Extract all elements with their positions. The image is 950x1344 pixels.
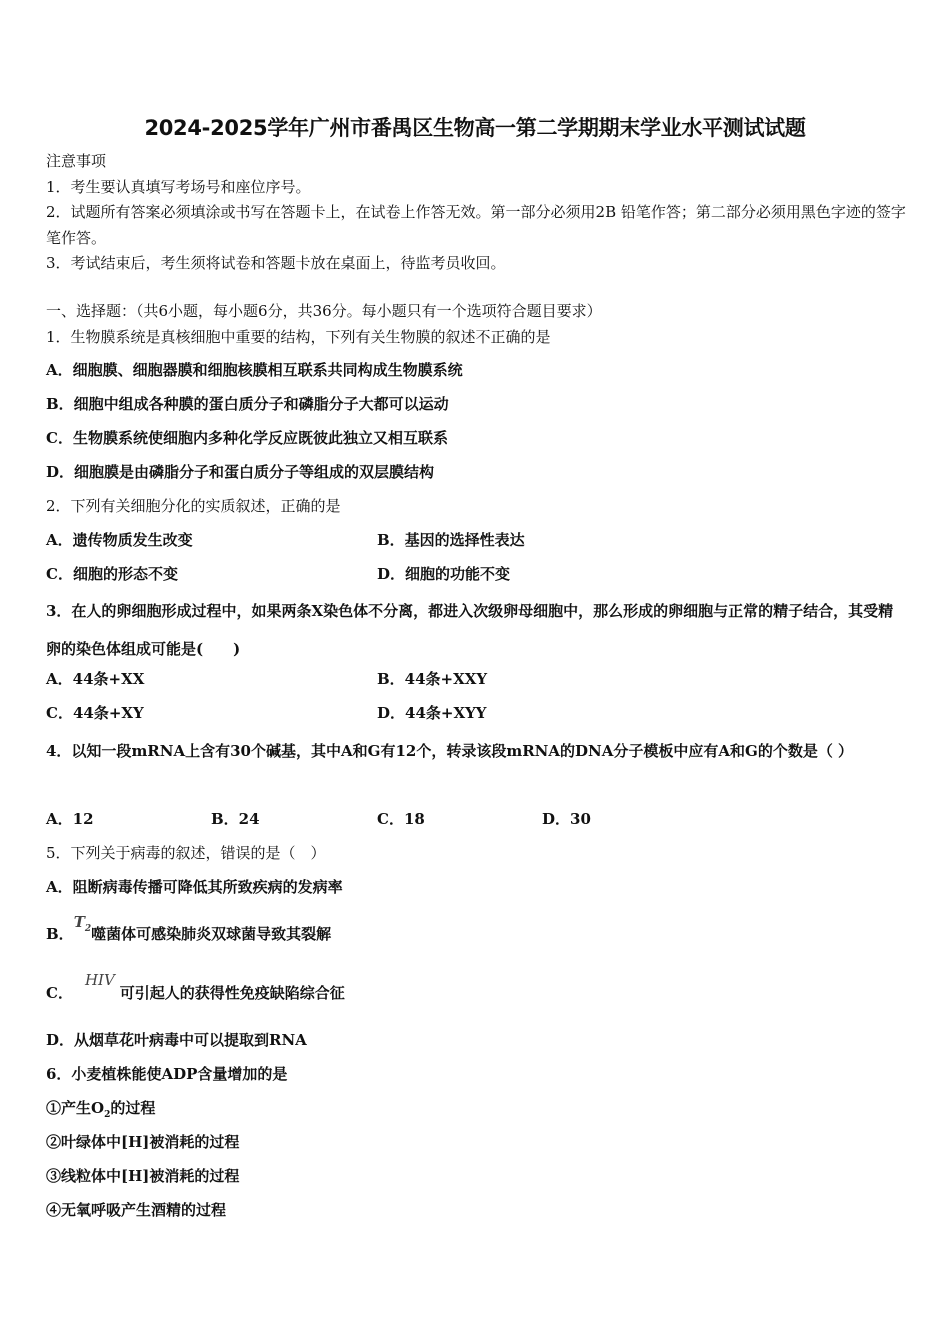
q5-option-b-text: 噬菌体可感染肺炎双球菌导致其裂解 xyxy=(91,925,332,943)
q6-item-3: ③线粒体中[H]被消耗的过程 xyxy=(46,1167,240,1185)
q1-option-a: A．细胞膜、细胞器膜和细胞核膜相互联系共同构成生物膜系统 xyxy=(46,361,463,379)
q3-option-b: B．44条+XXY xyxy=(377,670,488,688)
q6-item-1: ①产生$O_2$的过程 xyxy=(46,1099,156,1120)
q6-item-2: ②叶绿体中[H]被消耗的过程 xyxy=(46,1133,240,1151)
q3-option-d: D．44条+XYY xyxy=(377,704,487,722)
notice-item-3: 3．考试结束后，考生须将试卷和答题卡放在桌面上，待监考员收回。 xyxy=(46,254,506,272)
q2-option-a: A．遗传物质发生改变 xyxy=(46,531,193,549)
q4-option-a: A．12 xyxy=(46,810,94,828)
q3-option-a: A．44条+XX xyxy=(46,670,145,688)
q4-option-c: C．18 xyxy=(377,810,425,828)
q1-option-c: C．生物膜系统使细胞内多种化学反应既彼此独立又相互联系 xyxy=(46,429,448,447)
notice-heading: 注意事项 xyxy=(46,152,107,170)
q1-option-b: B．细胞中组成各种膜的蛋白质分子和磷脂分子大都可以运动 xyxy=(46,395,449,413)
q2-option-b: B．基因的选择性表达 xyxy=(377,531,525,549)
q6-item-4: ④无氧呼吸产生酒精的过程 xyxy=(46,1201,227,1219)
q1-option-d: D．细胞膜是由磷脂分子和蛋白质分子等组成的双层膜结构 xyxy=(46,463,435,481)
t2-formula: $T_2$ xyxy=(73,913,92,934)
question-5-stem: 5．下列关于病毒的叙述，错误的是（ ） xyxy=(46,844,326,862)
q2-option-d: D．细胞的功能不变 xyxy=(377,565,511,583)
q5-option-c-label: C． xyxy=(46,984,73,1002)
section-heading: 一、选择题：（共6小题，每小题6分，共36分。每小题只有一个选项符合题目要求） xyxy=(46,302,602,320)
q5-option-b xyxy=(46,913,332,951)
q2-option-c: C．细胞的形态不变 xyxy=(46,565,178,583)
q4-option-d: D．30 xyxy=(542,810,591,828)
q5-option-c-text: 可引起人的获得性免疫缺陷综合征 xyxy=(119,984,345,1002)
q5-option-b-label: B． xyxy=(46,925,74,943)
q5-option-c xyxy=(46,971,345,1003)
question-4-stem: 4．以知一段mRNA上含有30个碱基，其中A和G有12个，转录该段mRNA的DNA分子模板中应有A和G的个数是（ ） xyxy=(46,742,854,760)
question-1-stem: 1．生物膜系统是真核细胞中重要的结构，下列有关生物膜的叙述不正确的是 xyxy=(46,328,551,346)
exam-title: 2024-2025学年广州市番禺区生物高一第二学期期末学业水平测试试题 xyxy=(144,116,806,140)
question-3-stem: 3．在人的卵细胞形成过程中，如果两条X染色体不分离，都进入次级卵母细胞中，那么形成的卵细胞与正常的精子结合，其受精卵的染色体组成可能是( ) xyxy=(46,602,894,658)
q5-option-a: A．阻断病毒传播可降低其所致疾病的发病率 xyxy=(46,878,343,896)
question-2-stem: 2．下列有关细胞分化的实质叙述，正确的是 xyxy=(46,497,341,515)
q3-option-c: C．44条+XY xyxy=(46,704,144,722)
notice-item-2: 2．试题所有答案必须填涂或书写在答题卡上，在试卷上作答无效。第一部分必须用2B 铅笔作答；第二部分必须用黑色字迹的签字笔作答。 xyxy=(46,203,906,247)
notice-item-1: 1．考生要认真填写考场号和座位序号。 xyxy=(46,178,311,196)
hiv-formula: HIV xyxy=(84,971,115,989)
q5-option-d: D．从烟草花叶病毒中可以提取到RNA xyxy=(46,1031,307,1049)
question-6-stem: 6．小麦植株能使ADP含量增加的是 xyxy=(46,1065,288,1083)
q4-option-b: B．24 xyxy=(211,810,260,828)
